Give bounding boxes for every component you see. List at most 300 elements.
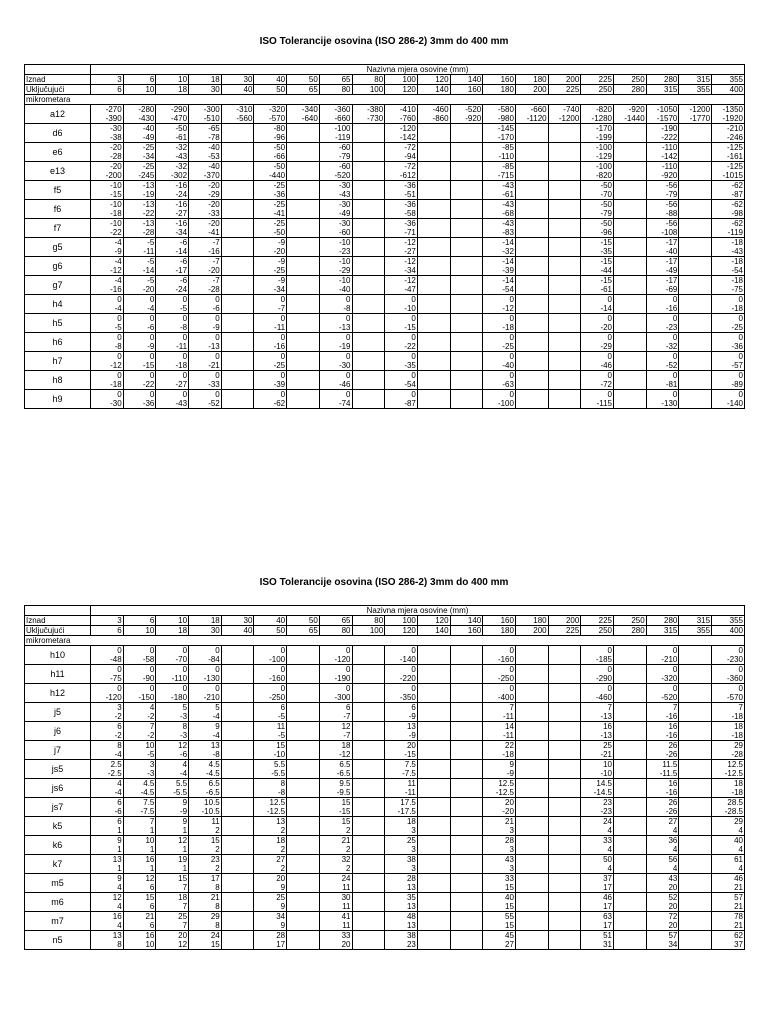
upper-deviation-cell bbox=[614, 352, 647, 362]
lower-deviation-cell bbox=[679, 380, 712, 390]
upper-deviation-cell: 18 bbox=[712, 779, 745, 789]
lower-deviation-cell bbox=[287, 228, 320, 238]
tolerance-row-lower bbox=[25, 921, 745, 931]
upper-deviation-cell bbox=[548, 333, 581, 343]
upper-deviation-cell: 11 bbox=[385, 779, 418, 789]
lower-deviation-cell bbox=[417, 285, 450, 295]
lower-deviation-cell bbox=[417, 883, 450, 893]
upper-deviation-cell: 0 bbox=[385, 352, 418, 362]
upper-deviation-cell: 0 bbox=[712, 333, 745, 343]
upper-deviation-cell: 48 bbox=[385, 912, 418, 922]
upper-deviation-cell bbox=[287, 760, 320, 770]
upper-deviation-cell bbox=[614, 181, 647, 191]
upper-deviation-cell bbox=[352, 798, 385, 808]
above-label: Iznad bbox=[25, 75, 91, 85]
lower-deviation-cell bbox=[679, 731, 712, 741]
lower-deviation-cell: -320 bbox=[646, 674, 679, 684]
upper-deviation-cell: 0 bbox=[581, 646, 614, 656]
lower-deviation-cell: -19 bbox=[319, 342, 352, 352]
lower-deviation-cell: -52 bbox=[189, 399, 222, 409]
lower-deviation-cell bbox=[352, 304, 385, 314]
upper-deviation-cell: -40 bbox=[189, 143, 222, 153]
lower-deviation-cell bbox=[417, 209, 450, 219]
lower-deviation-cell: -12 bbox=[483, 304, 516, 314]
tolerance-row-lower bbox=[25, 399, 745, 409]
lower-deviation-cell: -115 bbox=[581, 399, 614, 409]
upper-deviation-cell: -50 bbox=[156, 124, 189, 134]
lower-deviation-cell: -5 bbox=[91, 323, 124, 333]
lower-deviation-cell bbox=[221, 190, 254, 200]
upper-deviation-cell: -5 bbox=[123, 276, 156, 286]
size-incl-cell: 200 bbox=[515, 85, 548, 95]
upper-deviation-cell bbox=[287, 836, 320, 846]
grade-label: d6 bbox=[25, 124, 91, 143]
lower-deviation-cell bbox=[417, 693, 450, 703]
upper-deviation-cell: 0 bbox=[646, 665, 679, 675]
grade-label: h6 bbox=[25, 333, 91, 352]
upper-deviation-cell: 5.5 bbox=[156, 779, 189, 789]
lower-deviation-cell: -9.5 bbox=[319, 788, 352, 798]
grade-label: m5 bbox=[25, 874, 91, 893]
upper-deviation-cell: 6 bbox=[91, 722, 124, 732]
upper-deviation-cell: 0 bbox=[319, 314, 352, 324]
upper-deviation-cell bbox=[515, 200, 548, 210]
lower-deviation-cell: -1015 bbox=[712, 171, 745, 181]
lower-deviation-cell bbox=[614, 361, 647, 371]
lower-deviation-cell: -4 bbox=[156, 769, 189, 779]
upper-deviation-cell: -13 bbox=[123, 181, 156, 191]
lower-deviation-cell bbox=[417, 399, 450, 409]
lower-deviation-cell: -5 bbox=[254, 712, 287, 722]
upper-deviation-cell bbox=[450, 798, 483, 808]
lower-deviation-cell bbox=[614, 380, 647, 390]
lower-deviation-cell bbox=[679, 266, 712, 276]
upper-deviation-cell: 0 bbox=[319, 371, 352, 381]
header-caption-row bbox=[25, 65, 745, 75]
upper-deviation-cell: 0 bbox=[189, 665, 222, 675]
upper-deviation-cell bbox=[287, 798, 320, 808]
upper-deviation-cell: -20 bbox=[91, 162, 124, 172]
lower-deviation-cell: 2 bbox=[189, 826, 222, 836]
upper-deviation-cell bbox=[515, 760, 548, 770]
lower-deviation-cell: 1 bbox=[91, 826, 124, 836]
lower-deviation-cell bbox=[221, 247, 254, 257]
upper-deviation-cell bbox=[287, 390, 320, 400]
lower-deviation-cell: 4 bbox=[646, 826, 679, 836]
upper-deviation-cell bbox=[287, 314, 320, 324]
lower-deviation-cell: 1 bbox=[156, 845, 189, 855]
upper-deviation-cell bbox=[515, 238, 548, 248]
size-above-cell: 120 bbox=[417, 75, 450, 85]
lower-deviation-cell bbox=[287, 655, 320, 665]
size-incl-cell: 140 bbox=[417, 85, 450, 95]
size-above-cell: 65 bbox=[319, 75, 352, 85]
lower-deviation-cell bbox=[417, 171, 450, 181]
lower-deviation-cell: -52 bbox=[646, 361, 679, 371]
lower-deviation-cell: -16 bbox=[254, 342, 287, 352]
upper-deviation-cell bbox=[679, 722, 712, 732]
upper-deviation-cell bbox=[352, 779, 385, 789]
upper-deviation-cell bbox=[352, 912, 385, 922]
lower-deviation-cell bbox=[515, 940, 548, 950]
lower-deviation-cell: -220 bbox=[385, 674, 418, 684]
upper-deviation-cell: 18 bbox=[319, 741, 352, 751]
lower-deviation-cell bbox=[450, 921, 483, 931]
tolerance-row-upper bbox=[25, 105, 745, 115]
lower-deviation-cell: -20 bbox=[123, 285, 156, 295]
lower-deviation-cell bbox=[417, 323, 450, 333]
upper-deviation-cell bbox=[450, 124, 483, 134]
lower-deviation-cell bbox=[548, 864, 581, 874]
lower-deviation-cell: -1570 bbox=[646, 114, 679, 124]
lower-deviation-cell: 1 bbox=[156, 864, 189, 874]
upper-deviation-cell: 0 bbox=[123, 665, 156, 675]
upper-deviation-cell bbox=[515, 874, 548, 884]
lower-deviation-cell: -11 bbox=[156, 342, 189, 352]
upper-deviation-cell: -30 bbox=[91, 124, 124, 134]
lower-deviation-cell: -70 bbox=[581, 190, 614, 200]
lower-deviation-cell bbox=[287, 940, 320, 950]
lower-deviation-cell: -34 bbox=[254, 285, 287, 295]
lower-deviation-cell: -130 bbox=[189, 674, 222, 684]
upper-deviation-cell: 16 bbox=[91, 912, 124, 922]
upper-deviation-cell bbox=[515, 741, 548, 751]
lower-deviation-cell: -7.5 bbox=[385, 769, 418, 779]
upper-deviation-cell bbox=[221, 314, 254, 324]
lower-deviation-cell bbox=[352, 674, 385, 684]
upper-deviation-cell bbox=[548, 798, 581, 808]
upper-deviation-cell: 13 bbox=[91, 855, 124, 865]
upper-deviation-cell: -20 bbox=[91, 143, 124, 153]
lower-deviation-cell bbox=[679, 845, 712, 855]
upper-deviation-cell bbox=[221, 143, 254, 153]
upper-deviation-cell: 0 bbox=[123, 352, 156, 362]
upper-deviation-cell bbox=[450, 200, 483, 210]
upper-deviation-cell bbox=[221, 703, 254, 713]
lower-deviation-cell: -57 bbox=[712, 361, 745, 371]
lower-deviation-cell bbox=[352, 247, 385, 257]
lower-deviation-cell: 8 bbox=[189, 921, 222, 931]
upper-deviation-cell bbox=[548, 390, 581, 400]
upper-deviation-cell bbox=[287, 371, 320, 381]
lower-deviation-cell bbox=[287, 266, 320, 276]
upper-deviation-cell: 46 bbox=[581, 893, 614, 903]
upper-deviation-cell: 16 bbox=[581, 722, 614, 732]
lower-deviation-cell bbox=[614, 940, 647, 950]
upper-deviation-cell bbox=[679, 874, 712, 884]
grade-label: js6 bbox=[25, 779, 91, 798]
size-incl-cell: 280 bbox=[614, 85, 647, 95]
upper-deviation-cell bbox=[352, 684, 385, 694]
upper-deviation-cell: 41 bbox=[319, 912, 352, 922]
lower-deviation-cell: 9 bbox=[254, 883, 287, 893]
upper-deviation-cell bbox=[515, 836, 548, 846]
lower-deviation-cell bbox=[548, 883, 581, 893]
lower-deviation-cell: 3 bbox=[483, 845, 516, 855]
lower-deviation-cell: -13 bbox=[581, 731, 614, 741]
lower-deviation-cell: 1 bbox=[156, 826, 189, 836]
tolerance-row-lower bbox=[25, 114, 745, 124]
upper-deviation-cell: 0 bbox=[254, 352, 287, 362]
upper-deviation-cell: 3 bbox=[123, 760, 156, 770]
lower-deviation-cell: -32 bbox=[646, 342, 679, 352]
lower-deviation-cell: -90 bbox=[123, 674, 156, 684]
lower-deviation-cell: -22 bbox=[385, 342, 418, 352]
lower-deviation-cell: -33 bbox=[189, 209, 222, 219]
upper-deviation-cell bbox=[548, 276, 581, 286]
upper-deviation-cell bbox=[548, 124, 581, 134]
lower-deviation-cell: -18 bbox=[712, 788, 745, 798]
upper-deviation-cell: 26 bbox=[646, 798, 679, 808]
lower-deviation-cell bbox=[679, 655, 712, 665]
upper-deviation-cell: -7 bbox=[189, 238, 222, 248]
upper-deviation-cell: 11.5 bbox=[646, 760, 679, 770]
upper-deviation-cell bbox=[679, 352, 712, 362]
lower-deviation-cell bbox=[417, 361, 450, 371]
lower-deviation-cell bbox=[450, 304, 483, 314]
lower-deviation-cell bbox=[548, 902, 581, 912]
upper-deviation-cell: 37 bbox=[581, 874, 614, 884]
upper-deviation-cell bbox=[352, 276, 385, 286]
upper-deviation-cell: 0 bbox=[189, 295, 222, 305]
upper-deviation-cell: 21 bbox=[123, 912, 156, 922]
upper-deviation-cell: 0 bbox=[385, 371, 418, 381]
upper-deviation-cell: 13 bbox=[254, 817, 287, 827]
lower-deviation-cell: -5 bbox=[123, 750, 156, 760]
lower-deviation-cell bbox=[679, 788, 712, 798]
lower-deviation-cell: -16 bbox=[646, 304, 679, 314]
size-incl-cell: 65 bbox=[287, 85, 320, 95]
lower-deviation-cell: -18 bbox=[712, 731, 745, 741]
size-incl-cell: 18 bbox=[156, 626, 189, 636]
tolerance-row-upper bbox=[25, 314, 745, 324]
lower-deviation-cell bbox=[450, 750, 483, 760]
lower-deviation-cell bbox=[287, 380, 320, 390]
lower-deviation-cell: -11 bbox=[123, 247, 156, 257]
lower-deviation-cell bbox=[450, 731, 483, 741]
lower-deviation-cell bbox=[515, 209, 548, 219]
lower-deviation-cell bbox=[515, 902, 548, 912]
lower-deviation-cell: 20 bbox=[319, 940, 352, 950]
upper-deviation-cell: 40 bbox=[712, 836, 745, 846]
upper-deviation-cell: 45 bbox=[483, 931, 516, 941]
lower-deviation-cell: 11 bbox=[319, 921, 352, 931]
upper-deviation-cell: 10 bbox=[581, 760, 614, 770]
upper-deviation-cell bbox=[417, 722, 450, 732]
tolerance-row-lower bbox=[25, 788, 745, 798]
lower-deviation-cell: -18 bbox=[712, 304, 745, 314]
lower-deviation-cell bbox=[352, 883, 385, 893]
upper-deviation-cell: 36 bbox=[646, 836, 679, 846]
upper-deviation-cell bbox=[352, 665, 385, 675]
lower-deviation-cell: -23 bbox=[319, 247, 352, 257]
upper-deviation-cell bbox=[221, 333, 254, 343]
header-blank-cell bbox=[25, 606, 91, 616]
upper-deviation-cell: 4 bbox=[91, 779, 124, 789]
lower-deviation-cell bbox=[450, 133, 483, 143]
lower-deviation-cell bbox=[417, 674, 450, 684]
lower-deviation-cell: -8 bbox=[91, 342, 124, 352]
upper-deviation-cell: 5 bbox=[156, 703, 189, 713]
size-incl-cell: 250 bbox=[581, 85, 614, 95]
lower-deviation-cell bbox=[417, 266, 450, 276]
tolerance-row-lower bbox=[25, 826, 745, 836]
lower-deviation-cell bbox=[515, 266, 548, 276]
upper-deviation-cell bbox=[450, 931, 483, 941]
upper-deviation-cell bbox=[417, 684, 450, 694]
incl-label: Uključujući bbox=[25, 85, 91, 95]
upper-deviation-cell bbox=[679, 665, 712, 675]
upper-deviation-cell bbox=[417, 855, 450, 865]
lower-deviation-cell bbox=[221, 693, 254, 703]
upper-deviation-cell: 57 bbox=[712, 893, 745, 903]
tolerance-row-lower bbox=[25, 731, 745, 741]
lower-deviation-cell: -81 bbox=[646, 380, 679, 390]
tolerance-row-lower bbox=[25, 190, 745, 200]
lower-deviation-cell: -34 bbox=[385, 266, 418, 276]
upper-deviation-cell bbox=[515, 371, 548, 381]
size-above-cell: 200 bbox=[548, 616, 581, 626]
tolerance-table bbox=[24, 605, 745, 950]
upper-deviation-cell: 18 bbox=[385, 817, 418, 827]
lower-deviation-cell: -100 bbox=[254, 655, 287, 665]
upper-deviation-cell: -30 bbox=[319, 181, 352, 191]
upper-deviation-cell bbox=[352, 390, 385, 400]
lower-deviation-cell: 2 bbox=[319, 826, 352, 836]
upper-deviation-cell bbox=[450, 181, 483, 191]
upper-deviation-cell bbox=[548, 893, 581, 903]
lower-deviation-cell bbox=[417, 133, 450, 143]
lower-deviation-cell: -68 bbox=[483, 209, 516, 219]
lower-deviation-cell: -570 bbox=[254, 114, 287, 124]
upper-deviation-cell bbox=[287, 295, 320, 305]
tolerance-row-upper bbox=[25, 722, 745, 732]
lower-deviation-cell: -15 bbox=[123, 361, 156, 371]
size-above-cell: 355 bbox=[712, 75, 745, 85]
lower-deviation-cell: 6 bbox=[123, 883, 156, 893]
grade-label: a12 bbox=[25, 105, 91, 124]
tolerance-row-upper bbox=[25, 276, 745, 286]
lower-deviation-cell: 13 bbox=[385, 921, 418, 931]
size-above-cell: 225 bbox=[581, 75, 614, 85]
upper-deviation-cell bbox=[515, 646, 548, 656]
size-incl-cell: 180 bbox=[483, 626, 516, 636]
lower-deviation-cell bbox=[287, 304, 320, 314]
upper-deviation-cell: -20 bbox=[189, 219, 222, 229]
lower-deviation-cell: -5.5 bbox=[156, 788, 189, 798]
lower-deviation-cell: -49 bbox=[123, 133, 156, 143]
lower-deviation-cell: -180 bbox=[156, 693, 189, 703]
upper-deviation-cell: 6 bbox=[91, 798, 124, 808]
tolerance-table bbox=[24, 64, 745, 409]
upper-deviation-cell: 61 bbox=[712, 855, 745, 865]
lower-deviation-cell: -18 bbox=[91, 380, 124, 390]
lower-deviation-cell: 1 bbox=[91, 864, 124, 874]
tolerance-row-lower bbox=[25, 342, 745, 352]
lower-deviation-cell: -44 bbox=[581, 266, 614, 276]
upper-deviation-cell: -30 bbox=[319, 219, 352, 229]
lower-deviation-cell: 6 bbox=[123, 902, 156, 912]
lower-deviation-cell bbox=[614, 285, 647, 295]
upper-deviation-cell bbox=[221, 798, 254, 808]
lower-deviation-cell: -14.5 bbox=[581, 788, 614, 798]
upper-deviation-cell: 0 bbox=[581, 352, 614, 362]
upper-deviation-cell: 20 bbox=[254, 874, 287, 884]
lower-deviation-cell: -5 bbox=[254, 731, 287, 741]
upper-deviation-cell: -270 bbox=[91, 105, 124, 115]
upper-deviation-cell: -5 bbox=[123, 238, 156, 248]
lower-deviation-cell bbox=[679, 712, 712, 722]
lower-deviation-cell bbox=[548, 655, 581, 665]
lower-deviation-cell: -39 bbox=[254, 380, 287, 390]
size-above-cell: 280 bbox=[646, 75, 679, 85]
lower-deviation-cell: -15 bbox=[385, 323, 418, 333]
upper-deviation-cell bbox=[287, 817, 320, 827]
lower-deviation-cell: -96 bbox=[254, 133, 287, 143]
upper-deviation-cell bbox=[450, 257, 483, 267]
lower-deviation-cell bbox=[548, 940, 581, 950]
lower-deviation-cell: -860 bbox=[417, 114, 450, 124]
lower-deviation-cell: 1 bbox=[123, 845, 156, 855]
upper-deviation-cell: 7 bbox=[123, 817, 156, 827]
lower-deviation-cell: 17 bbox=[581, 883, 614, 893]
upper-deviation-cell: 0 bbox=[189, 333, 222, 343]
upper-deviation-cell bbox=[352, 238, 385, 248]
lower-deviation-cell bbox=[679, 285, 712, 295]
lower-deviation-cell bbox=[221, 807, 254, 817]
upper-deviation-cell: -6 bbox=[156, 238, 189, 248]
upper-deviation-cell bbox=[450, 276, 483, 286]
upper-deviation-cell: -17 bbox=[646, 238, 679, 248]
upper-deviation-cell bbox=[417, 181, 450, 191]
unit-label: mikrometara bbox=[25, 636, 745, 646]
upper-deviation-cell: 0 bbox=[189, 314, 222, 324]
size-incl-cell: 225 bbox=[548, 85, 581, 95]
upper-deviation-cell bbox=[548, 219, 581, 229]
lower-deviation-cell: -130 bbox=[646, 399, 679, 409]
tolerance-row-lower bbox=[25, 171, 745, 181]
upper-deviation-cell bbox=[287, 143, 320, 153]
lower-deviation-cell bbox=[221, 864, 254, 874]
size-incl-cell: 100 bbox=[352, 85, 385, 95]
lower-deviation-cell bbox=[548, 845, 581, 855]
lower-deviation-cell bbox=[515, 769, 548, 779]
lower-deviation-cell bbox=[679, 807, 712, 817]
upper-deviation-cell: -15 bbox=[581, 276, 614, 286]
upper-deviation-cell bbox=[450, 390, 483, 400]
upper-deviation-cell bbox=[417, 817, 450, 827]
tolerance-row-upper bbox=[25, 855, 745, 865]
lower-deviation-cell bbox=[287, 152, 320, 162]
upper-deviation-cell: 3 bbox=[91, 703, 124, 713]
lower-deviation-cell bbox=[515, 655, 548, 665]
upper-deviation-cell: -18 bbox=[712, 238, 745, 248]
upper-deviation-cell: 15 bbox=[189, 836, 222, 846]
upper-deviation-cell: -50 bbox=[581, 181, 614, 191]
grade-label: g6 bbox=[25, 257, 91, 276]
lower-deviation-cell bbox=[679, 228, 712, 238]
lower-deviation-cell: 2 bbox=[254, 826, 287, 836]
lower-deviation-cell bbox=[417, 788, 450, 798]
lower-deviation-cell bbox=[450, 826, 483, 836]
upper-deviation-cell: 51 bbox=[581, 931, 614, 941]
tolerance-row-lower bbox=[25, 247, 745, 257]
lower-deviation-cell bbox=[614, 655, 647, 665]
upper-deviation-cell: 8 bbox=[156, 722, 189, 732]
lower-deviation-cell bbox=[417, 902, 450, 912]
unit-row bbox=[25, 95, 745, 105]
upper-deviation-cell: 28 bbox=[385, 874, 418, 884]
